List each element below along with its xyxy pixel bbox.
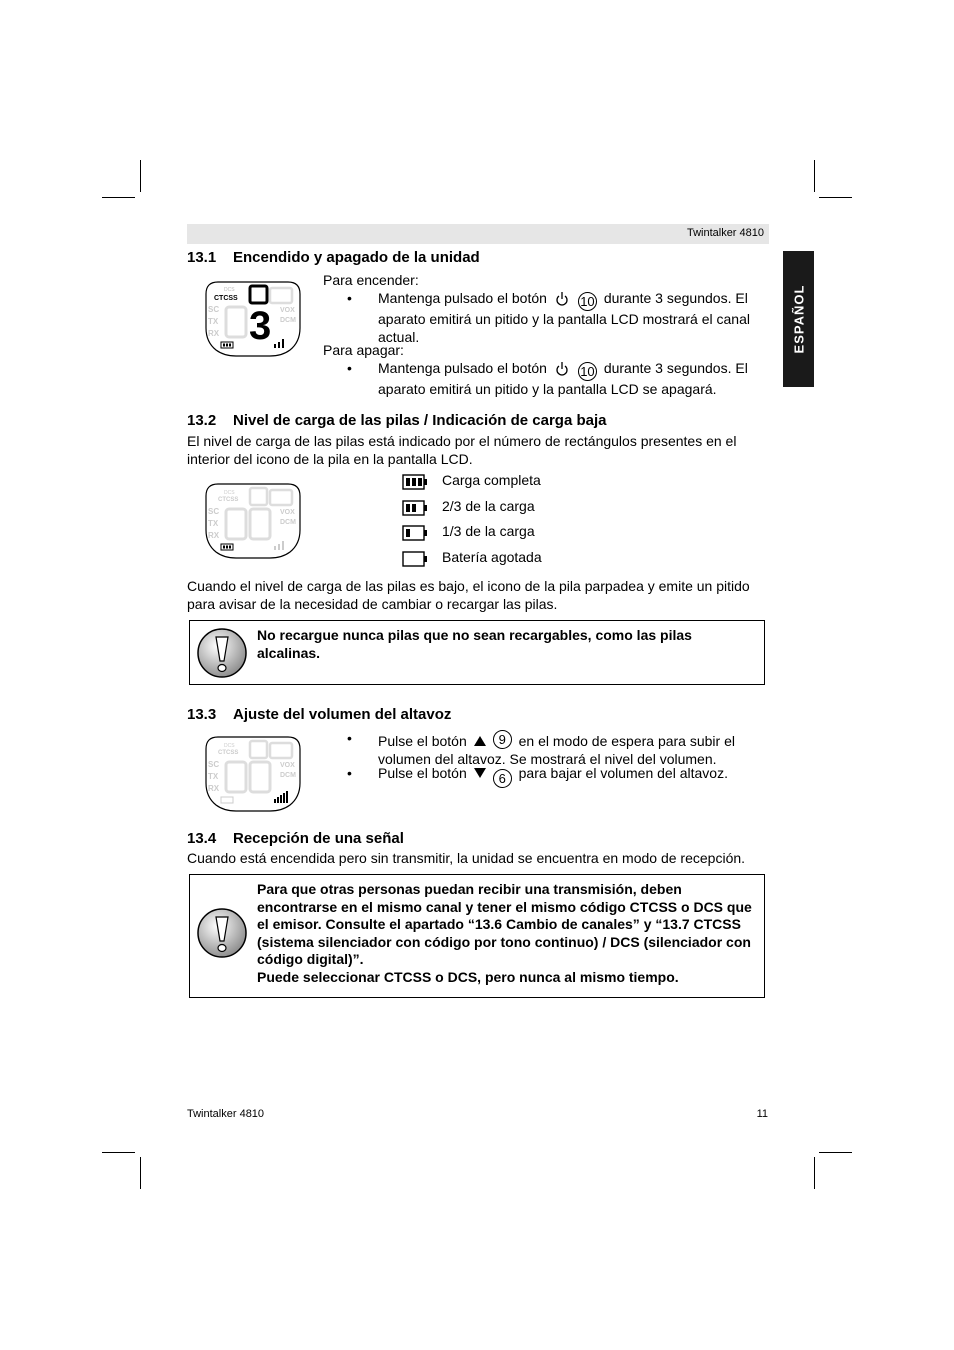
battery-level-label: 1/3 de la carga <box>442 523 535 539</box>
arrow-up-icon <box>474 736 486 746</box>
svg-text:SC: SC <box>208 760 220 769</box>
volume-down-instruction: • Pulse el botón 6 para bajar el volumen del altavoz. <box>347 765 728 786</box>
warning-box-reception <box>189 874 765 998</box>
svg-text:VOX: VOX <box>280 509 295 516</box>
svg-text:VOX: VOX <box>280 307 295 314</box>
volume-up-instruction: • Pulse el botón 9 en el modo de espera para subir el volumen del altavoz. Se mostrará el nivel del volumen. <box>347 730 735 767</box>
svg-text:RX: RX <box>208 329 220 338</box>
battery-icon <box>402 500 428 516</box>
arrow-down-icon <box>474 768 486 778</box>
battery-icon <box>402 525 428 541</box>
svg-text:VOX: VOX <box>280 762 295 769</box>
crop-mark <box>819 1152 852 1153</box>
svg-text:CTCSS: CTCSS <box>218 497 239 503</box>
crop-mark <box>140 160 141 192</box>
button-number-badge: 6 <box>493 769 512 788</box>
lcd-channel-digit: 3 <box>249 304 272 348</box>
svg-text:SC: SC <box>208 507 220 516</box>
language-tab-label: ESPAÑOL <box>791 284 806 354</box>
power-on-instruction: • Mantenga pulsado el botón 10 durante 3 segundos. El aparato emitirá un pitido y la pantalla LCD mostrará el canal actual. <box>347 290 750 345</box>
battery-icon <box>402 474 428 490</box>
section-heading-13-2: 13.2 Nivel de carga de las pilas / Indicación de carga baja <box>187 412 607 429</box>
svg-text:TX: TX <box>208 519 219 528</box>
header-bar <box>187 224 769 244</box>
svg-text:DCM: DCM <box>280 519 296 526</box>
exclamation-icon <box>196 627 248 679</box>
svg-text:RX: RX <box>208 531 220 540</box>
crop-mark <box>102 197 135 198</box>
svg-text:RX: RX <box>208 784 220 793</box>
lcd-display-battery <box>204 482 302 560</box>
power-off-instruction: • Mantenga pulsado el botón 10 durante 3 segundos. El aparato emitirá un pitido y la pantalla LCD se apagará. <box>347 360 748 397</box>
power-icon <box>555 361 569 376</box>
svg-text:DCS: DCS <box>224 490 235 496</box>
battery-level-label: Carga completa <box>442 472 541 488</box>
language-tab <box>783 251 814 387</box>
section-heading-13-4: 13.4 Recepción de una señal <box>187 830 404 847</box>
power-off-label: Para apagar: <box>323 342 404 358</box>
svg-text:CTCSS: CTCSS <box>218 750 239 756</box>
svg-text:DCM: DCM <box>280 317 296 324</box>
page-number: 11 <box>756 1108 768 1120</box>
svg-text:DCM: DCM <box>280 772 296 779</box>
svg-text:DCS: DCS <box>224 287 235 293</box>
lcd-ctcss-label: CTCSS <box>214 295 238 302</box>
warning-reception-text: Para que otras personas puedan recibir una transmisión, deben encontrarse en el mismo canal y tener el mismo código CTCSS o DCS que el emisor. Consulte el apartado “13.6 Cambio de canales” y “13.7 CTCSS (sistema silenciador con código por tono continuo) / DCS (silenciador con código digital)”. Puede seleccionar CTCSS o DCS, pero nunca al mismo tiempo. <box>257 881 752 985</box>
lcd-display-channel <box>204 280 302 358</box>
low-battery-text: Cuando el nivel de carga de las pilas es bajo, el icono de la pila parpadea y emite un pitido para avisar de la necesidad de cambiar o recargar las pilas. <box>187 578 750 612</box>
crop-mark <box>140 1157 141 1189</box>
power-on-label: Para encender: <box>323 272 419 288</box>
footer-product: Twintalker 4810 <box>187 1108 265 1120</box>
battery-intro: El nivel de carga de las pilas está indicado por el número de rectángulos presentes en el interior del icono de la pila en la pantalla LCD. <box>187 433 737 467</box>
svg-text:TX: TX <box>208 772 219 781</box>
button-number-badge: 10 <box>578 292 597 311</box>
header-product: Twintalker 4810 <box>686 227 764 239</box>
svg-text:TX: TX <box>208 317 219 326</box>
battery-level-label: 2/3 de la carga <box>442 498 535 514</box>
warning-box-recharge <box>189 620 765 685</box>
warning-recharge-text: No recargue nunca pilas que no sean recargables, como las pilas alcalinas. <box>257 627 692 661</box>
crop-mark <box>814 160 815 192</box>
crop-mark <box>819 197 852 198</box>
battery-icon <box>402 551 428 567</box>
section-heading-13-3: 13.3 Ajuste del volumen del altavoz <box>187 706 452 723</box>
battery-level-label: Batería agotada <box>442 549 542 565</box>
section-heading-13-1: 13.1 Encendido y apagado de la unidad <box>187 249 480 266</box>
crop-mark <box>814 1157 815 1189</box>
button-number-badge: 10 <box>578 362 597 381</box>
lcd-display-volume <box>204 735 302 813</box>
crop-mark <box>102 1152 135 1153</box>
reception-intro: Cuando está encendida pero sin transmitir, la unidad se encuentra en modo de recepción. <box>187 850 746 866</box>
power-icon <box>555 291 569 306</box>
exclamation-icon <box>196 907 248 959</box>
svg-text:SC: SC <box>208 305 220 314</box>
button-number-badge: 9 <box>493 730 512 749</box>
svg-text:DCS: DCS <box>224 743 235 749</box>
